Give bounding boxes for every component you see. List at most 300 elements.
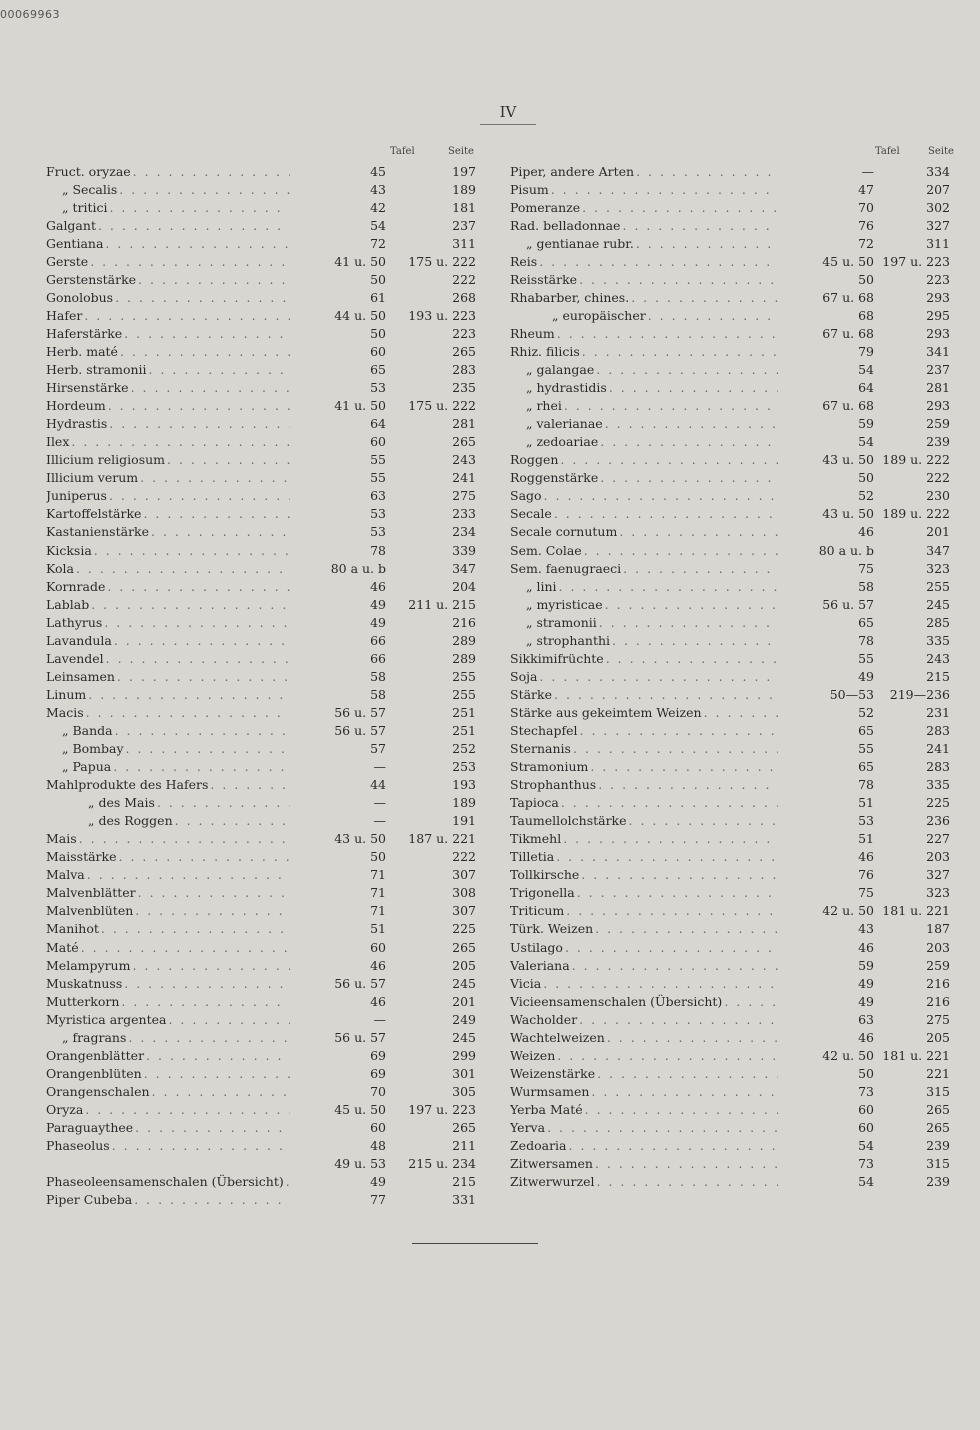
entry-tafel: 41 u. 50 bbox=[334, 253, 386, 269]
entry-tafel: 50—53 bbox=[829, 686, 874, 702]
index-entry bbox=[46, 685, 476, 703]
entry-tafel: 60 bbox=[370, 1120, 386, 1135]
index-entry bbox=[46, 1028, 476, 1046]
entry-term: Hordeum bbox=[46, 398, 106, 414]
entry-term: Trigonella bbox=[510, 885, 575, 901]
entry-seite: 216 bbox=[926, 993, 950, 1009]
entry-seite: 293 bbox=[926, 325, 950, 341]
entry-seite: 334 bbox=[926, 163, 950, 179]
index-entry bbox=[510, 324, 950, 342]
entry-term: Valeriana bbox=[510, 957, 570, 973]
entry-term: Illicium verum bbox=[46, 470, 139, 486]
dot-leader bbox=[107, 416, 290, 431]
entry-tafel: 76 bbox=[858, 867, 874, 883]
entry-term: Sem. faenugraeci bbox=[510, 560, 622, 576]
entry-term: Tikmehl bbox=[510, 831, 562, 847]
entry-term: Manihot bbox=[46, 921, 99, 937]
index-entry bbox=[510, 1028, 950, 1046]
entry-term: Yerva bbox=[510, 1120, 546, 1135]
index-entry bbox=[510, 866, 950, 884]
entry-seite: 181 bbox=[452, 199, 476, 215]
dot-leader bbox=[142, 1066, 290, 1081]
entry-seite: 189 bbox=[452, 181, 476, 197]
entry-term: Linum bbox=[46, 686, 87, 702]
index-entry bbox=[510, 631, 950, 649]
index-entry bbox=[46, 415, 476, 433]
entry-term: „ lini bbox=[526, 578, 557, 594]
index-entry bbox=[510, 216, 950, 234]
index-entry bbox=[510, 794, 950, 812]
entry-seite: 215 bbox=[452, 1174, 476, 1190]
entry-seite: 311 bbox=[452, 235, 476, 251]
dot-leader bbox=[131, 164, 290, 179]
dot-leader bbox=[594, 362, 778, 377]
entry-seite: 311 bbox=[926, 235, 950, 251]
dot-leader bbox=[111, 759, 290, 774]
dot-leader bbox=[554, 849, 778, 864]
entry-seite: 225 bbox=[926, 795, 950, 811]
entry-seite: 335 bbox=[926, 632, 950, 648]
index-entry bbox=[510, 740, 950, 758]
entry-seite: 205 bbox=[452, 957, 476, 973]
entry-tafel: — bbox=[373, 795, 386, 811]
dot-leader bbox=[570, 958, 778, 973]
entry-tafel: 71 bbox=[370, 903, 386, 919]
entry-term: Mutterkorn bbox=[46, 993, 120, 1009]
dot-leader bbox=[561, 831, 778, 846]
entry-tafel: 69 bbox=[370, 1047, 386, 1063]
dot-leader bbox=[86, 687, 290, 702]
entry-seite: 230 bbox=[926, 488, 950, 504]
entry-seite: 265 bbox=[452, 343, 476, 359]
entry-term: „ stramonii bbox=[526, 614, 597, 630]
index-entry bbox=[46, 866, 476, 884]
entry-seite: 323 bbox=[926, 560, 950, 576]
entry-tafel: 52 bbox=[858, 488, 874, 504]
entry-term: Hirsenstärke bbox=[46, 380, 129, 396]
entry-term: Secale cornutum bbox=[510, 524, 618, 540]
entry-term: Strophanthus bbox=[510, 777, 597, 793]
entry-tafel: 48 bbox=[370, 1138, 386, 1154]
entry-tafel: 44 bbox=[370, 777, 386, 793]
entry-term: Reisstärke bbox=[510, 271, 578, 287]
index-entry bbox=[46, 523, 476, 541]
entry-tafel: 73 bbox=[858, 1083, 874, 1099]
dot-leader bbox=[593, 1156, 778, 1171]
entry-term: Paraguaythee bbox=[46, 1120, 134, 1135]
entry-tafel: 50 bbox=[858, 1065, 874, 1081]
index-entry bbox=[510, 270, 950, 288]
entry-seite: 215 bbox=[926, 668, 950, 684]
index-entry bbox=[46, 703, 476, 721]
entry-term: Myristica argentea bbox=[46, 1011, 167, 1027]
entry-seite: 335 bbox=[926, 777, 950, 793]
entry-seite: 265 bbox=[452, 939, 476, 955]
entry-seite: 207 bbox=[926, 181, 950, 197]
index-entry bbox=[46, 740, 476, 758]
entry-term: „ valerianae bbox=[526, 416, 603, 432]
entry-tafel: 55 bbox=[858, 650, 874, 666]
entry-tafel: 60 bbox=[370, 343, 386, 359]
dot-leader bbox=[537, 254, 778, 269]
dot-leader bbox=[563, 940, 778, 955]
entry-tafel: 54 bbox=[858, 1174, 874, 1190]
entry-seite: 223 bbox=[452, 325, 476, 341]
index-entry bbox=[510, 703, 950, 721]
entry-seite: 215 u. 234 bbox=[408, 1156, 476, 1172]
entry-tafel: 72 bbox=[858, 235, 874, 251]
index-entry bbox=[510, 415, 950, 433]
entry-seite: 255 bbox=[452, 668, 476, 684]
index-entry bbox=[46, 830, 476, 848]
index-entry bbox=[46, 1191, 476, 1209]
entry-term: „ tritici bbox=[62, 199, 108, 215]
index-entry bbox=[46, 252, 476, 270]
dot-leader bbox=[579, 867, 778, 882]
entry-seite: 222 bbox=[452, 271, 476, 287]
index-entry bbox=[510, 667, 950, 685]
entry-seite: 216 bbox=[926, 975, 950, 991]
dot-leader bbox=[577, 1012, 778, 1027]
dot-leader bbox=[132, 1192, 290, 1207]
entry-tafel: 67 u. 68 bbox=[822, 289, 874, 305]
dot-leader bbox=[136, 272, 290, 287]
entry-tafel: 53 bbox=[370, 380, 386, 396]
entry-seite: 305 bbox=[452, 1083, 476, 1099]
index-entry bbox=[510, 252, 950, 270]
dot-leader bbox=[118, 344, 290, 359]
entry-tafel: 54 bbox=[858, 1138, 874, 1154]
dot-leader bbox=[603, 416, 778, 431]
entry-tafel: 58 bbox=[370, 686, 386, 702]
index-entry bbox=[46, 1064, 476, 1082]
entry-term: „ des Roggen bbox=[88, 813, 173, 829]
entry-term: Zedoaria bbox=[510, 1138, 567, 1154]
entry-seite: 189 bbox=[452, 795, 476, 811]
dot-leader bbox=[582, 543, 778, 558]
entry-term: Vicia bbox=[510, 975, 542, 991]
index-entry bbox=[46, 902, 476, 920]
entry-term: Fruct. oryzae bbox=[46, 163, 131, 179]
entry-term: Kola bbox=[46, 560, 74, 576]
entry-seite: 327 bbox=[926, 867, 950, 883]
entry-tafel: 54 bbox=[858, 362, 874, 378]
entry-tafel: 55 bbox=[370, 452, 386, 468]
entry-tafel: 53 bbox=[858, 813, 874, 829]
entry-seite: 265 bbox=[926, 1120, 950, 1135]
dot-leader bbox=[82, 308, 290, 323]
entry-term: Rhiz. filicis bbox=[510, 343, 580, 359]
entry-term: „ zedoariae bbox=[526, 434, 599, 450]
entry-seite: 255 bbox=[452, 686, 476, 702]
index-entry bbox=[510, 180, 950, 198]
entry-seite: 236 bbox=[926, 813, 950, 829]
entry-tafel: 60 bbox=[370, 434, 386, 450]
index-entry bbox=[46, 306, 476, 324]
entry-seite: 299 bbox=[452, 1047, 476, 1063]
dot-leader bbox=[102, 615, 290, 630]
dot-leader bbox=[147, 362, 290, 377]
index-entry bbox=[510, 1064, 950, 1082]
dot-leader bbox=[107, 488, 290, 503]
entry-tafel: 50 bbox=[370, 325, 386, 341]
entry-tafel: 46 bbox=[858, 524, 874, 540]
entry-tafel: 43 bbox=[858, 921, 874, 937]
entry-term: Phaseolus bbox=[46, 1138, 110, 1154]
entry-term: Lablab bbox=[46, 596, 90, 612]
index-entry bbox=[510, 776, 950, 794]
entry-seite: 189 u. 222 bbox=[882, 452, 950, 468]
entry-seite: 239 bbox=[926, 434, 950, 450]
index-entry bbox=[46, 234, 476, 252]
index-column-left bbox=[46, 146, 476, 1209]
entry-tafel: — bbox=[861, 163, 874, 179]
dot-leader bbox=[79, 940, 290, 955]
dot-leader bbox=[155, 795, 290, 810]
entry-tafel: 50 bbox=[858, 470, 874, 486]
entry-term: Orangenblätter bbox=[46, 1047, 145, 1063]
entry-tafel: 50 bbox=[370, 271, 386, 287]
entry-tafel: 51 bbox=[370, 921, 386, 937]
entry-tafel: 70 bbox=[370, 1083, 386, 1099]
entry-seite: 315 bbox=[926, 1156, 950, 1172]
index-entry bbox=[510, 469, 950, 487]
entry-term: Sago bbox=[510, 488, 542, 504]
index-entry bbox=[46, 342, 476, 360]
entry-seite: 211 bbox=[452, 1138, 476, 1154]
index-entry bbox=[510, 505, 950, 523]
entry-term: Mahlprodukte des Hafers bbox=[46, 777, 209, 793]
index-entry bbox=[510, 649, 950, 667]
entry-seite: 245 bbox=[926, 596, 950, 612]
entry-tafel: — bbox=[373, 759, 386, 775]
dot-leader bbox=[122, 326, 290, 341]
entry-tafel: 43 u. 50 bbox=[822, 506, 874, 522]
entry-tafel: 65 bbox=[858, 722, 874, 738]
entry-term: Taumellolchstärke bbox=[510, 813, 627, 829]
entry-tafel: 51 bbox=[858, 831, 874, 847]
index-entry bbox=[510, 1046, 950, 1064]
entry-term: Muskatnuss bbox=[46, 975, 123, 991]
entry-tafel: 46 bbox=[370, 957, 386, 973]
entry-tafel: 42 u. 50 bbox=[822, 903, 874, 919]
entry-seite: 191 bbox=[452, 813, 476, 829]
entry-seite: 201 bbox=[452, 993, 476, 1009]
entry-tafel: 75 bbox=[858, 560, 874, 576]
entry-term: Stärke aus gekeimtem Weizen bbox=[510, 704, 702, 720]
dot-leader bbox=[117, 182, 290, 197]
index-entry bbox=[46, 451, 476, 469]
entry-seite: 201 bbox=[926, 524, 950, 540]
entry-tafel: 64 bbox=[370, 416, 386, 432]
seite-header: Seite bbox=[928, 146, 954, 157]
dot-leader bbox=[634, 236, 778, 251]
entry-seite: 347 bbox=[452, 560, 476, 576]
index-entry bbox=[510, 1118, 950, 1136]
entry-term: „ europäischer bbox=[552, 307, 646, 323]
entry-term: Weizen bbox=[510, 1047, 556, 1063]
dot-leader bbox=[124, 741, 290, 756]
entry-term: Lathyrus bbox=[46, 614, 103, 630]
entry-tafel: 56 u. 57 bbox=[822, 596, 874, 612]
dot-leader bbox=[122, 976, 290, 991]
entry-seite: 193 bbox=[452, 777, 476, 793]
dot-leader bbox=[577, 272, 778, 287]
index-entry bbox=[510, 433, 950, 451]
entry-seite: 275 bbox=[452, 488, 476, 504]
dot-leader bbox=[552, 687, 778, 702]
entry-term: „ Banda bbox=[62, 722, 113, 738]
index-entry bbox=[510, 541, 950, 559]
dot-leader bbox=[629, 290, 778, 305]
dot-leader bbox=[542, 488, 778, 503]
entry-seite: 281 bbox=[926, 380, 950, 396]
dot-leader bbox=[537, 669, 778, 684]
entry-term: Oryza bbox=[46, 1101, 84, 1117]
index-entry bbox=[46, 1046, 476, 1064]
entry-term: Pomeranze bbox=[510, 199, 581, 215]
dot-leader bbox=[117, 849, 290, 864]
index-entry bbox=[510, 1100, 950, 1118]
entry-tafel: 44 u. 50 bbox=[334, 307, 386, 323]
entry-seite: 252 bbox=[452, 741, 476, 757]
entry-seite: 315 bbox=[926, 1083, 950, 1099]
entry-tafel: 46 bbox=[858, 1029, 874, 1045]
dot-leader bbox=[597, 615, 778, 630]
entry-tafel: 69 bbox=[370, 1065, 386, 1081]
entry-seite: 241 bbox=[452, 470, 476, 486]
index-entry bbox=[46, 1010, 476, 1028]
dot-leader bbox=[149, 524, 290, 539]
index-entry bbox=[46, 379, 476, 397]
entry-seite: 289 bbox=[452, 632, 476, 648]
entry-term: Tollkirsche bbox=[510, 867, 580, 883]
entry-tafel: 60 bbox=[370, 939, 386, 955]
entry-seite: 175 u. 222 bbox=[408, 398, 476, 414]
index-entry bbox=[510, 577, 950, 595]
closing-rule bbox=[412, 1243, 538, 1244]
dot-leader bbox=[74, 561, 290, 576]
index-entry bbox=[46, 776, 476, 794]
entry-tafel: 49 bbox=[858, 668, 874, 684]
dot-leader bbox=[129, 380, 290, 395]
index-entry bbox=[46, 180, 476, 198]
entry-tafel: 49 bbox=[858, 993, 874, 1009]
index-entry bbox=[46, 541, 476, 559]
entry-seite: 331 bbox=[452, 1192, 476, 1208]
entry-term: Rheum bbox=[510, 325, 555, 341]
entry-tafel: 46 bbox=[858, 849, 874, 865]
entry-term: Kartoffelstärke bbox=[46, 506, 142, 522]
dot-leader bbox=[559, 795, 778, 810]
dot-leader bbox=[103, 236, 290, 251]
dot-leader bbox=[115, 669, 290, 684]
entry-tafel: 43 u. 50 bbox=[822, 452, 874, 468]
entry-seite: 302 bbox=[926, 199, 950, 215]
entry-tafel: 57 bbox=[370, 741, 386, 757]
entry-seite: 237 bbox=[452, 217, 476, 233]
entry-seite: 339 bbox=[452, 542, 476, 558]
dot-leader bbox=[555, 326, 778, 341]
entry-term: Rhabarber, chines. bbox=[510, 289, 630, 305]
entry-term: Gerstenstärke bbox=[46, 271, 137, 287]
index-entry bbox=[510, 559, 950, 577]
entry-seite: 222 bbox=[452, 849, 476, 865]
entry-term: Gerste bbox=[46, 253, 89, 269]
entry-seite: 187 bbox=[926, 921, 950, 937]
dot-leader bbox=[104, 651, 290, 666]
index-entry bbox=[510, 523, 950, 541]
dot-leader bbox=[603, 597, 778, 612]
index-entry bbox=[46, 1137, 476, 1155]
index-entry bbox=[510, 1155, 950, 1173]
entry-term: Maté bbox=[46, 939, 79, 955]
dot-leader bbox=[208, 777, 290, 792]
index-entry bbox=[510, 342, 950, 360]
entry-term: Zitwerwurzel bbox=[510, 1174, 595, 1190]
dot-leader bbox=[549, 182, 778, 197]
dot-leader bbox=[610, 633, 778, 648]
entry-term: Kornrade bbox=[46, 578, 106, 594]
index-entry bbox=[510, 1173, 950, 1191]
index-entry bbox=[510, 884, 950, 902]
entry-tafel: 55 bbox=[370, 470, 386, 486]
entry-seite: 189 u. 222 bbox=[882, 506, 950, 522]
entry-term: Kastanienstärke bbox=[46, 524, 150, 540]
index-entry bbox=[46, 812, 476, 830]
entry-tafel: 42 u. 50 bbox=[822, 1047, 874, 1063]
index-entry bbox=[46, 1173, 476, 1191]
index-entry bbox=[510, 830, 950, 848]
entry-tafel: 68 bbox=[858, 307, 874, 323]
entry-seite: 205 bbox=[926, 1029, 950, 1045]
entry-seite: 255 bbox=[926, 578, 950, 594]
dot-leader bbox=[92, 543, 290, 558]
dot-leader bbox=[99, 921, 290, 936]
entry-tafel: 51 bbox=[858, 795, 874, 811]
entry-term: Stärke bbox=[510, 686, 552, 702]
index-entry bbox=[46, 1118, 476, 1136]
entry-term: Orangenblüten bbox=[46, 1065, 142, 1081]
dot-leader bbox=[617, 524, 778, 539]
dot-leader bbox=[575, 885, 778, 900]
entry-seite: 281 bbox=[452, 416, 476, 432]
index-entry bbox=[510, 613, 950, 631]
entry-term: Malvenblüten bbox=[46, 903, 134, 919]
entry-tafel: 52 bbox=[858, 704, 874, 720]
entry-term: „ des Mais bbox=[88, 795, 155, 811]
entry-term: Sternanis bbox=[510, 741, 571, 757]
entry-tafel: 46 bbox=[370, 578, 386, 594]
index-entry bbox=[46, 631, 476, 649]
entry-term: Stechapfel bbox=[510, 722, 578, 738]
dot-leader bbox=[593, 921, 778, 936]
entry-tafel: 49 bbox=[858, 975, 874, 991]
entry-seite: 265 bbox=[926, 1101, 950, 1117]
entry-seite: 241 bbox=[926, 741, 950, 757]
index-entry bbox=[510, 902, 950, 920]
entry-term: Herb. stramonii bbox=[46, 362, 147, 378]
entry-tafel: 65 bbox=[858, 759, 874, 775]
index-column-right bbox=[510, 146, 954, 1191]
dot-leader bbox=[133, 903, 290, 918]
entry-tafel: 79 bbox=[858, 343, 874, 359]
dot-leader bbox=[596, 777, 778, 792]
entry-tafel: 45 u. 50 bbox=[822, 253, 874, 269]
index-entry bbox=[46, 505, 476, 523]
index-entry bbox=[46, 433, 476, 451]
page-id-stamp: 00069963 bbox=[0, 8, 60, 21]
